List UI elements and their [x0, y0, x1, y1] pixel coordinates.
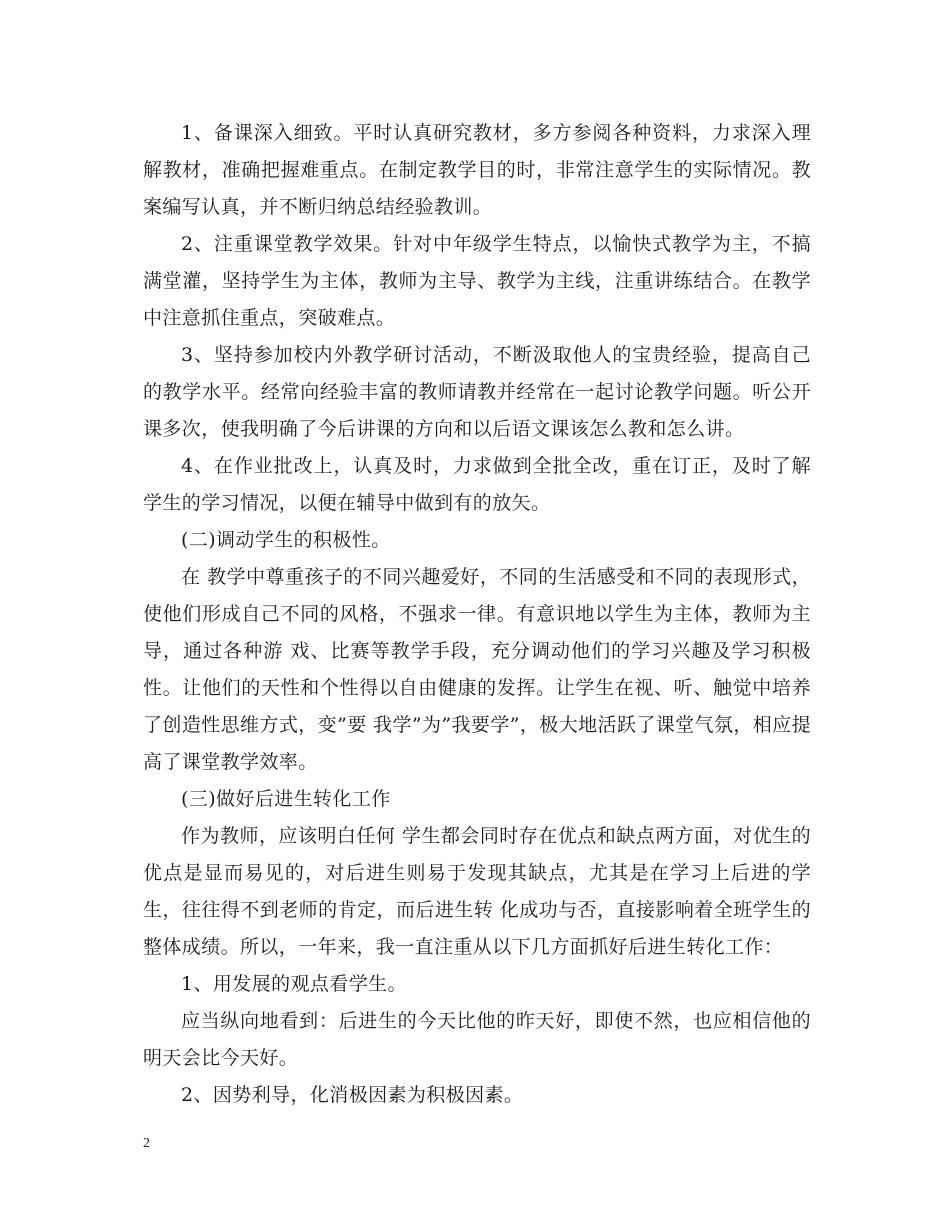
- subheading-development-view: 1、用发展的观点看学生。: [181, 973, 407, 995]
- subheading-positive-guidance: 2、因势利导，化消极因素为积极因素。: [181, 1084, 524, 1106]
- section-heading-underachievers: (三)做好后进生转化工作: [181, 788, 391, 810]
- paragraph-student-motivation: 在 教学中尊重孩子的不同兴趣爱好，不同的生活感受和不同的表现形式，使他们形成自己不同的风格，不强求一律。有意识地以学生为主体，教师为主导，通过各种游 戏、比赛等教学手段，充分调动他们的学习兴趣及学习积极性。让他们的天性和个性得以自由健康的发挥。让学生在视、听、触觉中培养了创造性思维方式，变”要 我学”为”我要学”，极大地活跃了课堂气氛，相应提高了课堂教学效率。: [143, 566, 811, 773]
- paragraph-development-view: 应当纵向地看到：后进生的今天比他的昨天好，即使不然，也应相信他的明天会比今天好。: [143, 1010, 811, 1069]
- page-number: 2: [143, 1136, 150, 1151]
- section-heading-student-motivation: (二)调动学生的积极性。: [181, 529, 391, 551]
- paragraph-underachievers: 作为教师，应该明白任何 学生都会同时存在优点和缺点两方面，对优生的优点是显而易见的，对后进生则易于发现其缺点，尤其是在学习上后进的学生，往往得不到老师的肯定，而后进生转 化成功与否，直接影响着全班学生的整体成绩。所以，一年来，我一直注重从以下几方面抓好后进生转化工作：: [143, 825, 811, 958]
- paragraph-classroom-effect: 2、注重课堂教学效果。针对中年级学生特点，以愉快式教学为主，不搞满堂灌，坚持学生为主体，教师为主导、教学为主线，注重讲练结合。在教学中注意抓住重点，突破难点。: [143, 233, 811, 329]
- paragraph-lesson-preparation: 1、备课深入细致。平时认真研究教材，多方参阅各种资料，力求深入理解教材，准确把握难重点。在制定教学目的时，非常注意学生的实际情况。教案编写认真，并不断归纳总结经验教训。: [143, 122, 811, 218]
- paragraph-homework-correction: 4、在作业批改上，认真及时，力求做到全批全改，重在订正，及时了解学生的学习情况，以便在辅导中做到有的放矢。: [143, 455, 811, 514]
- paragraph-teaching-research: 3、坚持参加校内外教学研讨活动，不断汲取他人的宝贵经验，提高自己的教学水平。经常向经验丰富的教师请教并经常在一起讨论教学问题。听公开课多次，使我明确了今后讲课的方向和以后语文课该怎么教和怎么讲。: [143, 344, 811, 440]
- document-body: [143, 115, 811, 1114]
